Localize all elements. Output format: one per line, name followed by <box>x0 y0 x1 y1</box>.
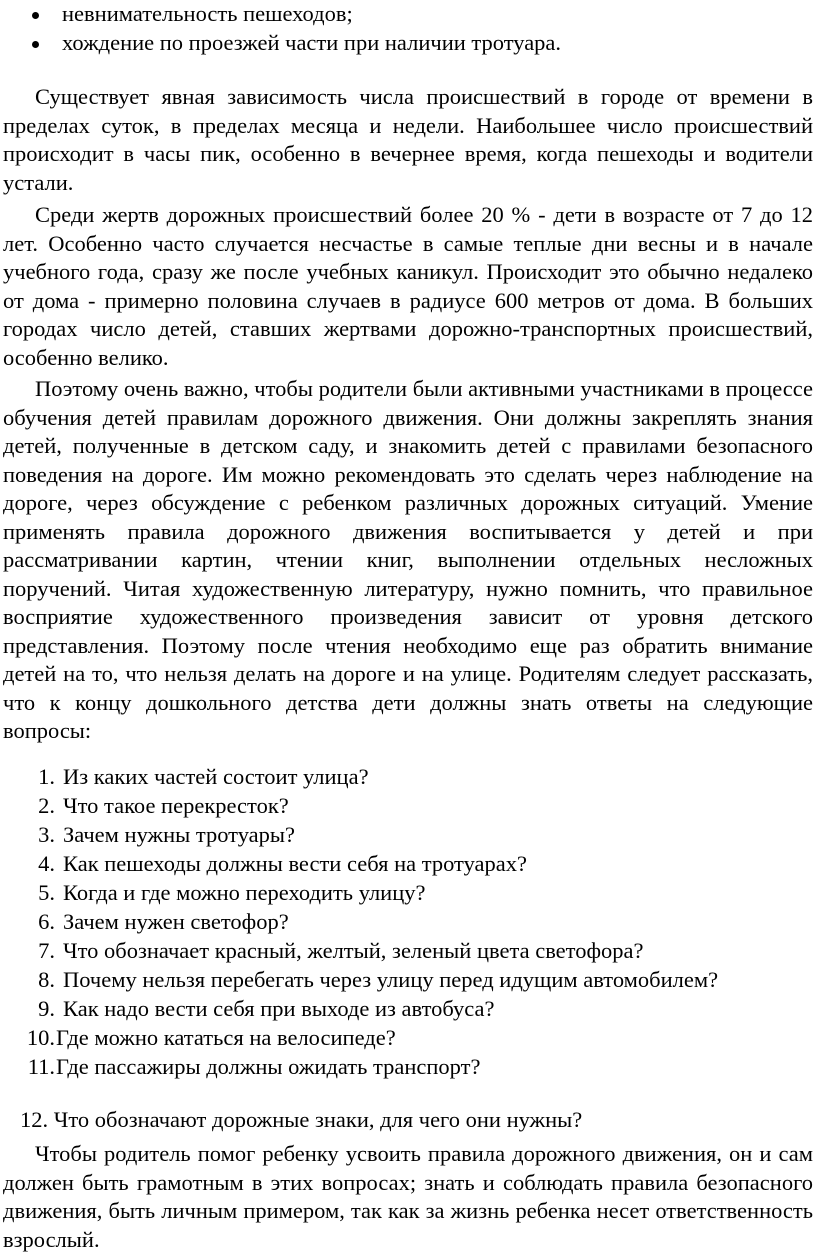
list-number: 5. <box>38 880 55 905</box>
list-text: Из каких частей состоит улица? <box>63 764 369 789</box>
list-number: 7. <box>38 938 55 963</box>
list-number: 8. <box>38 967 55 992</box>
paragraph: Поэтому очень важно, чтобы родители были активными участниками в процессе обучения детей правилам дорожного движения. Они должны закреплять знания детей, полученные в детском саду, и знакомить детей с правилами безопасного поведения на дороге. Им можно рекомендовать это сделать через наблюдение на дороге, через обсуждение с ребенком различных дорожных ситуаций. Умение применять правила дорожного движения воспитывается у детей и при рассматривании картин, чтении книг, выполнении отдельных несложных поручений. Читая художественную литературу, нужно помнить, что правильное восприятие художественного произведения зависит от уровня детского представления. Поэтому после чтения необходимо еще раз обратить внимание детей на то, что нельзя делать на дороге и на улице. Родителям следует рассказать, что к концу дошкольного детства дети должны знать ответы на следующие вопросы: <box>3 376 813 743</box>
list-number: 1. <box>38 764 55 789</box>
list-number: 6. <box>38 909 55 934</box>
paragraph: Среди жертв дорожных происшествий более 20 % - дети в возрасте от 7 до 12 лет. Особенно часто случается несчастье в самые теплые дни весны и в начале учебного года, сразу же после учебных каникул. Происходит это обычно недалеко от дома - примерно половина случаев в радиусе 600 метров от дома. В больших городах число детей, ставших жертвами дорожно-транспортных происшествий, особенно велико. <box>3 202 813 370</box>
list-number: 9. <box>38 996 55 1021</box>
list-number: 3. <box>38 822 55 847</box>
list-text: Где пассажиры должны ожидать транспорт? <box>56 1054 481 1079</box>
bullet-text: невнимательность пешеходов; <box>62 1 353 26</box>
list-number: 4. <box>38 851 55 876</box>
list-number: 10. <box>26 1025 55 1050</box>
list-text: Как надо вести себя при выходе из автобуса? <box>63 996 495 1021</box>
list-item <box>62 0 353 29</box>
list-number: 2. <box>38 793 55 818</box>
bullet-icon <box>32 12 39 19</box>
paragraph: Существует явная зависимость числа происшествий в городе от времени в пределах суток, в пределах месяца и недели. Наибольшее число происшествий происходит в часы пик, особенно в вечернее время, когда пешеходы и водители устали. <box>3 84 813 195</box>
list-text: Зачем нужен светофор? <box>63 909 289 934</box>
question-12: 12. Что обозначают дорожные знаки, для чего они нужны? <box>20 1107 583 1132</box>
list-item <box>62 29 561 58</box>
list-text: Как пешеходы должны вести себя на тротуарах? <box>63 851 527 876</box>
list-text: Что обозначает красный, желтый, зеленый цвета светофора? <box>63 938 644 963</box>
list-text: Когда и где можно переходить улицу? <box>63 880 426 905</box>
bullet-text: хождение по проезжей части при наличии тротуара. <box>62 30 562 55</box>
list-number: 11. <box>27 1054 55 1079</box>
list-text: Зачем нужны тротуары? <box>63 822 295 847</box>
bullet-icon <box>32 41 39 48</box>
list-text: Что такое перекресток? <box>63 793 289 818</box>
paragraph: Чтобы родитель помог ребенку усвоить правила дорожного движения, он и сам должен быть грамотным в этих вопросах; знать и соблюдать правила безопасного движения, быть личным примером, так как за жизнь ребенка несет ответственность взрослый. <box>3 1141 813 1252</box>
list-text: Почему нельзя перебегать через улицу перед идущим автомобилем? <box>63 967 719 992</box>
list-text: Где можно кататься на велосипеде? <box>56 1025 396 1050</box>
